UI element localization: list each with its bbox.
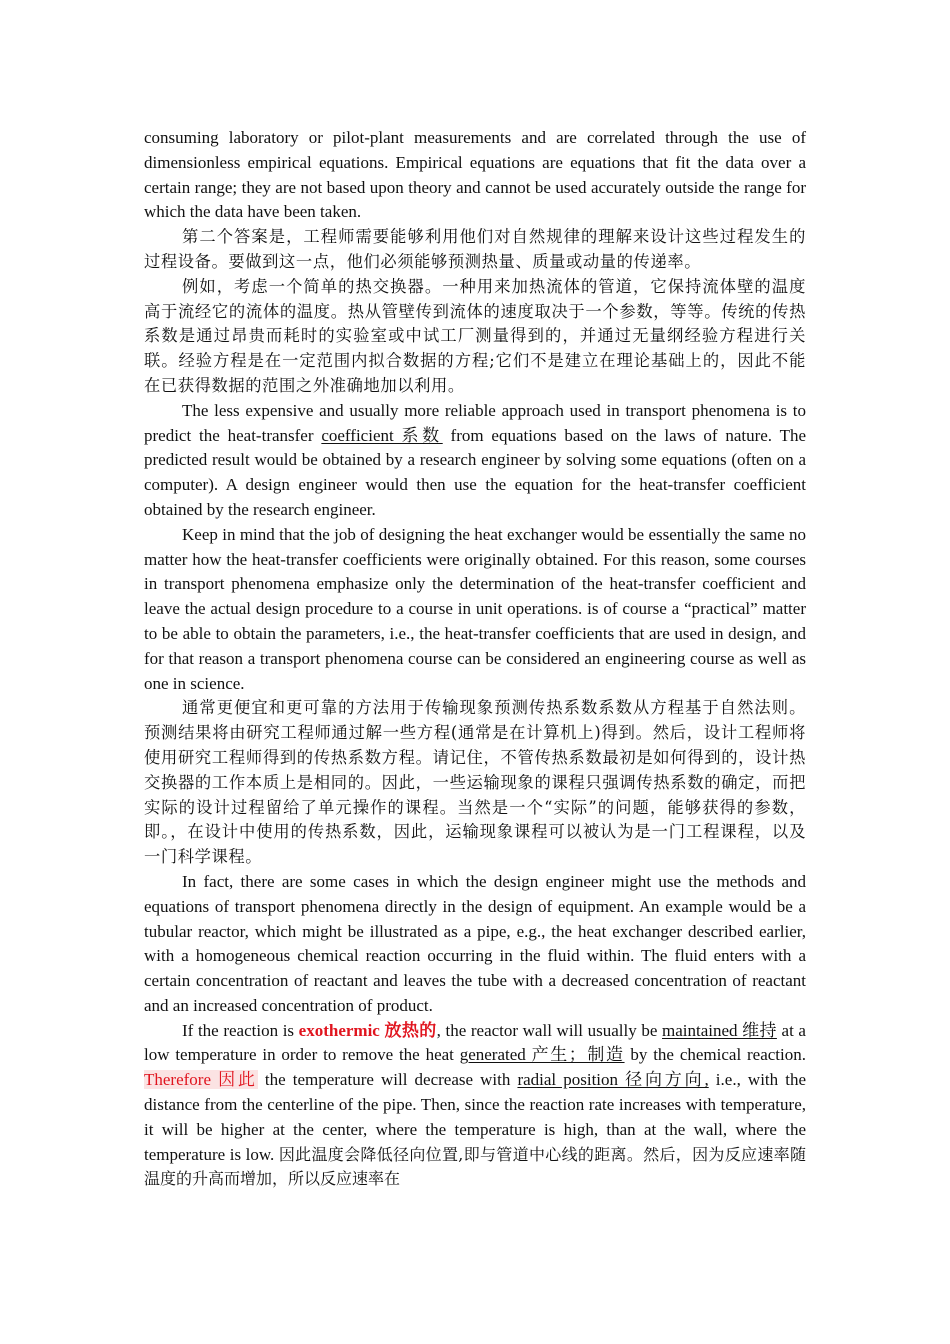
- paragraph-8: [144, 1019, 806, 1193]
- paragraph-8-chinese-tail: 因此温度会降低径向位置,即与管道中心线的距离。然后，因为反应速率随温度的升高而增加，所以反应速率在: [144, 1144, 806, 1189]
- paragraph-8-text-2: , the reactor wall will usually be: [436, 1020, 663, 1040]
- paragraph-8-text-4: by the chemical reaction.: [624, 1045, 806, 1065]
- paragraph-3-chinese: 例如，考虑一个简单的热交换器。一种用来加热流体的管道，它保持流体壁的温度高于流经它的流体的温度。热从管壁传到流体的速度取决于一个参数，等等。传统的传热系数是通过昂贵而耗时的实验室或中试工厂测量得到的，并通过无量纲经验方程进行关联。经验方程是在一定范围内拟合数据的方程;它们不是建立在理论基础上的，因此不能在已获得数据的范围之外准确地加以利用。: [144, 276, 806, 395]
- paragraph-4: [144, 399, 806, 523]
- paragraph-6-chinese: 通常更便宜和更可靠的方法用于传输现象预测传热系数系数从方程基于自然法则。预测结果将由研究工程师通过解一些方程(通常是在计算机上)得到。然后，设计工程师将使用研究工程师得到的传热系数方程。请记住，不管传热系数最初是如何得到的，设计热交换器的工作本质上是相同的。因此，一些运输现象的课程只强调传热系数的确定，而把实际的设计过程留给了单元操作的课程。当然是一个“实际”的问题，能够获得的参数，即。，在设计中使用的传热系数，因此，运输现象课程可以被认为是一门工程课程，以及一门科学课程。: [144, 698, 806, 867]
- term-therefore: Therefore 因此: [144, 1070, 258, 1090]
- term-maintained: maintained 维持: [662, 1020, 777, 1040]
- paragraph-8-text-1: If the reaction is: [182, 1020, 299, 1040]
- paragraph-5: Keep in mind that the job of designing the heat exchanger would be essentially the same no matter how the heat-transfer coefficients were originally obtained. For this reason, some courses in transport phenomena emphasize only the determination of the heat-transfer coefficient and leave the actual design procedure to a course in unit operations. is of course a “practical” matter to be able to obtain the parameters, i.e., the heat-transfer coefficients that are used in design, and for that reason a transport phenomena course can be considered an engineering course as well as one in science.: [144, 524, 806, 693]
- paragraph-8-text-6: i.e., with the distance from the centerline of the pipe. Then, since the reaction rate increases with temperature, it will be higher at the center, where the temperature is high, than at the wall, where the temperature is low.: [144, 1070, 806, 1164]
- document-page: [144, 126, 806, 1192]
- paragraph-4-before: The less expensive and usually more reliable approach used in transport phenomena is to predict the heat-transfer: [144, 400, 806, 445]
- term-generated: generated 产生；制造: [459, 1045, 625, 1065]
- paragraph-2-chinese: 第二个答案是，工程师需要能够利用他们对自然规律的理解来设计这些过程发生的过程设备。要做到这一点，他们必须能够预测热量、质量或动量的传递率。: [144, 227, 806, 271]
- term-radial-position: radial position 径向方向,: [517, 1070, 709, 1090]
- term-exothermic: exothermic 放热的: [298, 1020, 437, 1040]
- paragraph-7: In fact, there are some cases in which the design engineer might use the methods and equations of transport phenomena directly in the design of equipment. An example would be a tubular reactor, which might be illustrated as a pipe, e.g., the heat exchanger described earlier, with a homogeneous chemical reaction occurring in the fluid within. The fluid enters with a certain concentration of reactant and leaves the tube with a decreased concentration of reactant and an increased concentration of product.: [144, 871, 806, 1015]
- paragraph-1: consuming laboratory or pilot-plant measurements and are correlated through the use of dimensionless empirical equations. Empirical equations are equations that fit the data over a certain range; they are not based upon theory and cannot be used accurately outside the range for which the data have been taken.: [144, 128, 806, 222]
- paragraph-8-text-3: at a low temperature in order to remove the heat: [144, 1020, 806, 1065]
- paragraph-4-after: from equations based on the laws of nature. The predicted result would be obtained by a research engineer by solving some equations (often on a computer). A design engineer would then use the equation for the heat-transfer coefficient obtained by the research engineer.: [144, 425, 806, 519]
- term-coefficient: coefficient 系数: [321, 425, 443, 445]
- paragraph-8-text-5: the temperature will decrease with: [257, 1070, 518, 1090]
